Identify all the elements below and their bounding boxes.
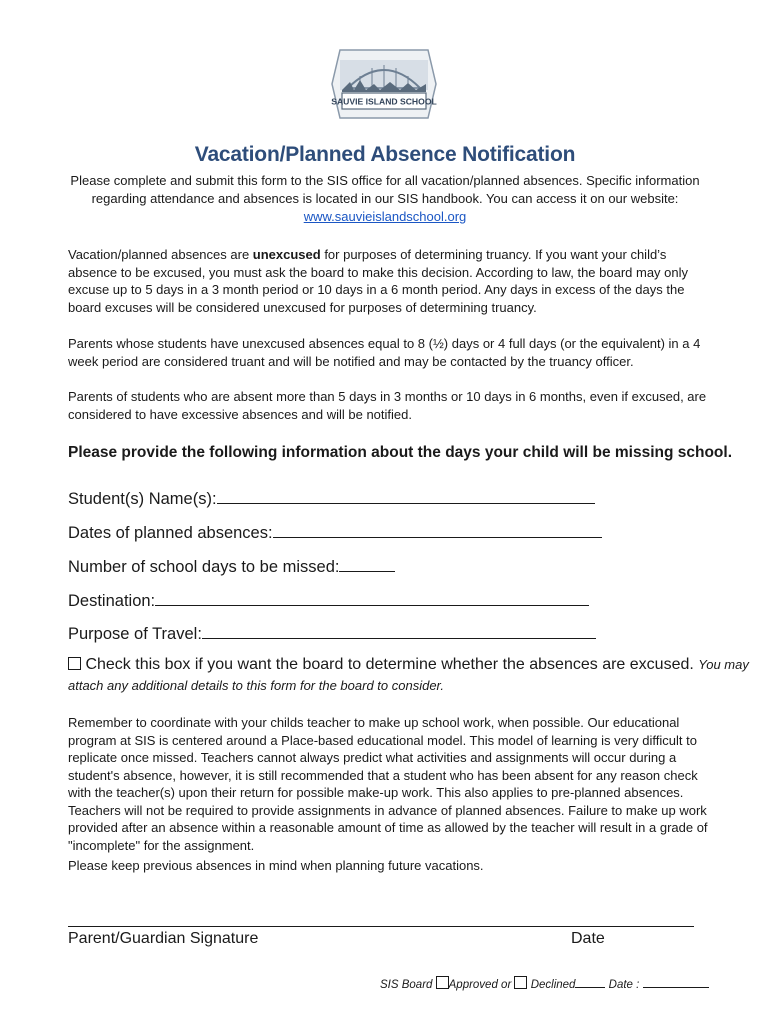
destination-label: Destination: [68, 592, 156, 610]
students-label: Student(s) Name(s): [68, 490, 217, 508]
students-input-line[interactable] [217, 486, 595, 504]
students-field [68, 486, 595, 509]
destination-input-line[interactable] [155, 588, 589, 606]
reminder-paragraph: Remember to coordinate with your childs teacher to make up school work, when possible. Our educational program at SIS is centered around a Place-based educational model. This model of learning is very difficult to replicate once missed. Teachers cannot always predict what activities and assignments will occur during a student's absence, however, it is still recommended that a student who has been absent for any reason check with the teacher(s) upon their return for possible make-up work. This also applies to pre-planned absences. Teachers will not be required to provide assignments in advance of planned absences. Failure to make up work provided after an absence within a reasonable amount of time as allowed by the teacher will result in a grade of "incomplete" for the assignment. [68, 715, 708, 853]
dates-input-line[interactable] [273, 520, 602, 538]
declined-line[interactable] [575, 976, 605, 988]
footer-approved: Approved or [448, 979, 512, 991]
parent-signature-label: Parent/Guardian Signature [68, 930, 259, 947]
intro-line-1: Please complete and submit this form to the SIS office for all vacation/planned absences. Specific information [70, 173, 700, 188]
intro-text [60, 172, 710, 226]
days-input-line[interactable] [339, 554, 395, 572]
footer-board: SIS Board [380, 979, 433, 991]
destination-field [68, 588, 589, 611]
truant-paragraph: Parents whose students have unexcused absences equal to 8 (½) days or 4 full days (or the equivalent) in a 4 week period are considered truant and will be notified and may be contacted by the truancy officer. [68, 336, 701, 369]
attach-note-start: You may [698, 657, 749, 672]
days-field [68, 554, 395, 577]
days-label: Number of school days to be missed: [68, 558, 340, 576]
office-date-line[interactable] [643, 976, 709, 988]
purpose-input-line[interactable] [202, 621, 596, 639]
purpose-label: Purpose of Travel: [68, 625, 202, 643]
dates-label: Dates of planned absences: [68, 524, 273, 542]
attach-note: attach any additional details to this form for the board to consider. [68, 678, 445, 693]
keep-in-mind-text: Please keep previous absences in mind when planning future vacations. [68, 858, 484, 873]
purpose-field [68, 621, 596, 644]
signature-line[interactable] [68, 926, 694, 927]
logo-text: SAUVIE ISLAND SCHOOL [331, 96, 437, 107]
footer-date: Date : [608, 979, 640, 991]
dates-field [68, 520, 602, 543]
date-label: Date [571, 930, 605, 947]
approved-checkbox[interactable] [436, 976, 449, 989]
school-logo [330, 46, 438, 122]
intro-line-2: regarding attendance and absences is located in our SIS handbook. You can access it on our website: [91, 191, 679, 206]
excessive-paragraph: Parents of students who are absent more than 5 days in 3 months or 10 days in 6 months, even if excused, are considered to have excessive absences and will be notified. [68, 389, 707, 422]
footer-declined: Declined [530, 979, 576, 991]
board-decision-row [68, 656, 749, 674]
board-decision-label: Check this box if you want the board to determine whether the absences are excused. [85, 656, 694, 673]
declined-checkbox[interactable] [514, 976, 527, 989]
page-title: Vacation/Planned Absence Notification [194, 143, 576, 166]
board-decision-checkbox[interactable] [68, 657, 81, 670]
section-heading: Please provide the following information about the days your child will be missing school. [68, 444, 733, 461]
truancy-paragraph [68, 246, 708, 316]
p1-after: for purposes of determining truancy. If you want your child’s absence to be excused, you must ask the board to make this decision. According to law, the board may only excuse up to 5 days in a 3 month period or 10 days in a 6 month period. Any days in excess of the days the board excuses will be considered unexcused for purposes of determining truancy. [68, 247, 689, 315]
website-link[interactable]: www.sauvieislandschool.org [303, 209, 467, 224]
p1-before: Vacation/planned absences are [68, 247, 253, 262]
office-use-footer [380, 976, 709, 991]
p1-bold: unexcused [252, 247, 321, 262]
